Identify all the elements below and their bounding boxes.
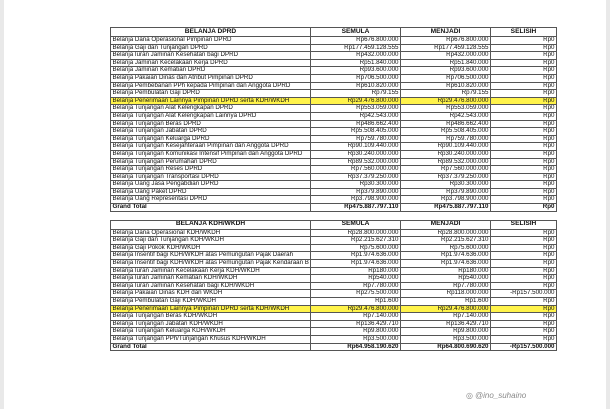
row-label: Belanja Uang Jasa Pengabdian DPRD — [111, 181, 311, 189]
header-cell: SEMULA — [311, 220, 401, 229]
row-label: Belanja Penerimaan Lainnya Pimpinan DPRD serta KDH/WKDH — [111, 305, 311, 313]
row-label: Belanja Gaji Pokok KDH/WKDH — [111, 244, 311, 252]
row-label: Belanja Iuran Jaminan Kesehatan bagi DPRD — [111, 52, 311, 60]
row-selisih: Rp0 — [491, 305, 557, 313]
header-cell: BELANJA KDH/WKDH — [111, 220, 311, 229]
row-label: Belanja Jaminan Kecelakaan Kerja DPRD — [111, 59, 311, 67]
row-label: Belanja Penerimaan Lainnya Pimpinan DPRD serta KDH/WKDH — [111, 97, 311, 105]
row-selisih: Rp0 — [491, 229, 557, 237]
row-selisih: Rp0 — [491, 120, 557, 128]
header-cell: SELISIH — [491, 220, 557, 229]
table-row — [111, 128, 557, 136]
row-selisih: Rp0 — [491, 328, 557, 336]
row-label: Belanja Insentif bagi KDH/WKDH atas Pemungutan Pajak Kendaraan B — [112, 259, 309, 267]
table-row — [111, 59, 557, 67]
table-row — [111, 290, 557, 298]
table-row — [111, 313, 557, 321]
table-row — [111, 181, 557, 189]
table-row — [111, 105, 557, 113]
row-semula: Rp5.508.405.000 — [311, 128, 401, 136]
row-selisih: Rp0 — [491, 97, 557, 105]
row-selisih: Rp0 — [491, 52, 557, 60]
row-label: Belanja Gaji dan Tunjangan KDH/WKDH — [111, 237, 311, 245]
row-menjadi: Rp432.000.000 — [401, 52, 491, 60]
row-semula: Rp177.459.128.555 — [311, 44, 401, 52]
row-selisih: Rp0 — [491, 237, 557, 245]
row-menjadi: Rp1.974.636.000 — [401, 260, 491, 268]
row-menjadi: Rp7.560.000.000 — [401, 166, 491, 174]
row-selisih: Rp0 — [491, 313, 557, 321]
row-semula: Rp136.429.710 — [311, 320, 401, 328]
row-label: Belanja Pembulatan Gaji KDH/WKDH — [111, 298, 311, 306]
row-semula: Rp42.543.000 — [311, 112, 401, 120]
row-selisih: Rp0 — [491, 188, 557, 196]
row-menjadi: Rp37.379.250.000 — [401, 173, 491, 181]
row-label: Belanja Insentif bagi KDH/WKDH atas Pemungutan Pajak Daerah — [111, 252, 311, 260]
row-label: Belanja Tunjangan Jabatan KDH/WKDH — [111, 320, 311, 328]
row-label: Belanja Uang Paket DPRD — [111, 188, 311, 196]
table-row — [111, 90, 557, 98]
row-selisih: Rp0 — [491, 143, 557, 151]
grand-total-semula: Rp64.958.190.620 — [311, 343, 401, 351]
watermark — [466, 391, 526, 400]
row-selisih: Rp0 — [491, 105, 557, 113]
row-selisih: Rp0 — [491, 44, 557, 52]
table-row — [111, 74, 557, 82]
header-cell: BELANJA DPRD — [111, 28, 311, 37]
header-cell: SEMULA — [311, 28, 401, 37]
row-menjadi: Rp540.000 — [401, 275, 491, 283]
table-row — [111, 166, 557, 174]
row-semula: Rp1.600 — [311, 298, 401, 306]
table-row — [111, 237, 557, 245]
row-semula: Rp180.000 — [311, 267, 401, 275]
row-selisih: Rp0 — [491, 150, 557, 158]
kdh-table — [110, 220, 557, 352]
table-row — [111, 305, 557, 313]
left-border — [0, 0, 4, 409]
row-selisih: -Rp157.500.000 — [491, 290, 557, 298]
row-label: Belanja Tunjangan Perumahan DPRD — [111, 158, 311, 166]
row-menjadi: Rp3.500.000 — [401, 335, 491, 343]
table-row — [111, 67, 557, 75]
row-label: Belanja Pembulatan Gaji DPRD — [111, 90, 311, 98]
row-semula: Rp486.662.400 — [311, 120, 401, 128]
table-row — [111, 173, 557, 181]
header-cell: MENJADI — [401, 220, 491, 229]
row-menjadi: Rp1.974.636.000 — [401, 252, 491, 260]
row-selisih: Rp0 — [491, 135, 557, 143]
row-menjadi: Rp2.215.627.310 — [401, 237, 491, 245]
row-selisih: Rp0 — [491, 166, 557, 174]
row-selisih: Rp0 — [491, 298, 557, 306]
row-menjadi: Rp30.300.000 — [401, 181, 491, 189]
row-semula: Rp89.532.000.000 — [311, 158, 401, 166]
row-semula: Rp759.780.000 — [311, 135, 401, 143]
row-menjadi: Rp177.459.128.555 — [401, 44, 491, 52]
grand-total-label: Grand Total — [111, 204, 311, 212]
grand-total-semula: Rp475.887.797.110 — [311, 204, 401, 212]
row-menjadi: Rp136.429.710 — [401, 320, 491, 328]
row-selisih: Rp0 — [491, 282, 557, 290]
row-label: Belanja Pembebanan PPh kepada Pimpinan dan Anggota DPRD — [111, 82, 311, 90]
row-label: Belanja Tunjangan Alat Kelengkapan DPRD — [111, 105, 311, 113]
row-label: Belanja Gaji dan Tunjangan DPRD — [111, 44, 311, 52]
row-semula: Rp2.215.627.310 — [311, 237, 401, 245]
row-semula: Rp379.890.000 — [311, 188, 401, 196]
row-menjadi: Rp7.780.000 — [401, 282, 491, 290]
table-row — [111, 120, 557, 128]
dprd-header-row — [111, 28, 557, 37]
row-semula: Rp30.240.000.000 — [311, 150, 401, 158]
row-semula: Rp7.560.000.000 — [311, 166, 401, 174]
table-row — [111, 112, 557, 120]
row-selisih: Rp0 — [491, 37, 557, 45]
table-row — [111, 52, 557, 60]
row-semula: Rp432.000.000 — [311, 52, 401, 60]
row-semula: Rp553.059.000 — [311, 105, 401, 113]
table-row — [111, 252, 557, 260]
row-menjadi: Rp9.800.000 — [401, 328, 491, 336]
table-row — [111, 328, 557, 336]
row-selisih: Rp0 — [491, 173, 557, 181]
row-menjadi: Rp676.800.000 — [401, 37, 491, 45]
row-selisih: Rp0 — [491, 252, 557, 260]
row-semula: Rp676.800.000 — [311, 37, 401, 45]
row-selisih: Rp0 — [491, 275, 557, 283]
table-row — [111, 244, 557, 252]
instagram-icon: ◎ — [466, 391, 473, 400]
watermark-text: @ino_suhaino — [474, 391, 527, 400]
row-semula: Rp37.379.250.000 — [311, 173, 401, 181]
row-selisih: Rp0 — [491, 112, 557, 120]
row-semula: Rp1.974.636.000 — [311, 260, 401, 268]
table-row — [111, 143, 557, 151]
row-menjadi: Rp706.500.000 — [401, 74, 491, 82]
row-label: Belanja Tunjangan Jabatan DPRD — [111, 128, 311, 136]
row-selisih: Rp0 — [491, 158, 557, 166]
row-semula: Rp7.780.000 — [311, 282, 401, 290]
header-cell: SELISIH — [491, 28, 557, 37]
row-semula: Rp29.476.800.000 — [311, 305, 401, 313]
row-menjadi: Rp30.240.000.000 — [401, 150, 491, 158]
table-row — [111, 44, 557, 52]
table-row — [111, 275, 557, 283]
row-menjadi: Rp93.600.000 — [401, 67, 491, 75]
row-menjadi: Rp1.600 — [401, 298, 491, 306]
row-menjadi: Rp180.000 — [401, 267, 491, 275]
row-semula: Rp3.798.900.000 — [311, 196, 401, 204]
table-row — [111, 37, 557, 45]
row-label: Belanja Tunjangan Kesejahteraan Pimpinan dan Anggota DPRD — [111, 143, 311, 151]
row-semula: Rp90.109.440.000 — [311, 143, 401, 151]
row-label: Belanja Uang Representasi DPRD — [111, 196, 311, 204]
row-label: Belanja Pakaian Dinas dan Atribut Pimpinan DPRD — [111, 74, 311, 82]
row-selisih: Rp0 — [491, 82, 557, 90]
table-row — [111, 196, 557, 204]
row-semula: Rp51.840.000 — [311, 59, 401, 67]
table-row — [111, 282, 557, 290]
row-label: Belanja Tunjangan Keluarga DPRD — [111, 135, 311, 143]
row-menjadi: Rp379.890.000 — [401, 188, 491, 196]
row-selisih: Rp0 — [491, 74, 557, 82]
table-row — [111, 320, 557, 328]
row-menjadi: Rp610.820.000 — [401, 82, 491, 90]
row-label: Belanja Pakaian Dinas KDH dan WKDH — [111, 290, 311, 298]
table-row — [111, 229, 557, 237]
row-menjadi: Rp553.059.000 — [401, 105, 491, 113]
grand-total-menjadi: Rp475.887.797.110 — [401, 204, 491, 212]
row-label: Belanja Dana Operasional Pimpinan DPRD — [111, 37, 311, 45]
row-semula: Rp610.820.000 — [311, 82, 401, 90]
row-label: Belanja Iuran Jaminan Kematian KDH/WKDH — [111, 275, 311, 283]
row-label: Belanja Tunjangan Beras KDH/WKDH — [111, 313, 311, 321]
row-semula: Rp79.155 — [311, 90, 401, 98]
row-menjadi: Rp29.476.800.000 — [401, 97, 491, 105]
row-menjadi: Rp759.780.000 — [401, 135, 491, 143]
row-menjadi: Rp118.000.000 — [401, 290, 491, 298]
grand-total-menjadi: Rp64.800.690.620 — [401, 343, 491, 351]
table-row — [111, 135, 557, 143]
row-menjadi: Rp5.508.405.000 — [401, 128, 491, 136]
grand-total-label: Grand Total — [111, 343, 311, 351]
right-border — [606, 0, 610, 409]
row-menjadi: Rp3.798.900.000 — [401, 196, 491, 204]
table-row — [111, 298, 557, 306]
table-row — [111, 82, 557, 90]
row-label: Belanja Jaminan Kematian DPRD — [111, 67, 311, 75]
row-semula: Rp93.600.000 — [311, 67, 401, 75]
row-menjadi: Rp79.155 — [401, 90, 491, 98]
row-selisih: Rp0 — [491, 196, 557, 204]
row-semula: Rp28.800.000.000 — [311, 229, 401, 237]
row-label: Belanja Iuran Jaminan Kecelakaan Kerja KDH/WKDH — [111, 267, 311, 275]
row-selisih: Rp0 — [491, 128, 557, 136]
row-menjadi: Rp75.600.000 — [401, 244, 491, 252]
row-selisih: Rp0 — [491, 260, 557, 268]
row-menjadi: Rp28.800.000.000 — [401, 229, 491, 237]
row-semula: Rp706.500.000 — [311, 74, 401, 82]
row-menjadi: Rp486.662.400 — [401, 120, 491, 128]
row-menjadi: Rp7.140.000 — [401, 313, 491, 321]
row-label: Belanja Tunjangan Komunikasi Intensif Pimpinan dan Anggota DPRD — [111, 150, 311, 158]
row-label: Belanja Tunjangan Transportasi DPRD — [111, 173, 311, 181]
row-label: Belanja Tunjangan Beras DPRD — [111, 120, 311, 128]
table-row — [111, 260, 557, 268]
row-semula: Rp9.800.000 — [311, 328, 401, 336]
row-menjadi: Rp42.543.000 — [401, 112, 491, 120]
row-label: Belanja Iuran Jaminan Kesehatan bagi KDH/WKDH — [111, 282, 311, 290]
table-row — [111, 335, 557, 343]
row-label: Belanja Tunjangan Reses DPRD — [111, 166, 311, 174]
row-selisih: Rp0 — [491, 181, 557, 189]
grand-total-selisih: -Rp157.500.000 — [491, 343, 557, 351]
row-label: Belanja Tunjangan PPh/Tunjangan Khusus KDH/WKDH — [111, 335, 311, 343]
row-selisih: Rp0 — [491, 267, 557, 275]
row-semula: Rp75.600.000 — [311, 244, 401, 252]
row-label: Belanja Tunjangan Alat Kelengkapan Lainnya DPRD — [111, 112, 311, 120]
row-semula: Rp275.500.000 — [311, 290, 401, 298]
row-menjadi: Rp89.532.000.000 — [401, 158, 491, 166]
row-selisih: Rp0 — [491, 244, 557, 252]
kdh-header-row — [111, 220, 557, 229]
row-selisih: Rp0 — [491, 67, 557, 75]
table-row — [111, 97, 557, 105]
row-menjadi: Rp51.840.000 — [401, 59, 491, 67]
table-row — [111, 188, 557, 196]
row-label: Belanja Dana Operasional KDH/WKDH — [111, 229, 311, 237]
row-semula: Rp540.000 — [311, 275, 401, 283]
header-cell: MENJADI — [401, 28, 491, 37]
row-semula: Rp1.974.636.000 — [311, 252, 401, 260]
table-row — [111, 158, 557, 166]
table-row — [111, 267, 557, 275]
row-selisih: Rp0 — [491, 59, 557, 67]
budget-document — [110, 27, 556, 351]
row-selisih: Rp0 — [491, 320, 557, 328]
grand-total-row — [111, 204, 557, 212]
row-selisih: Rp0 — [491, 90, 557, 98]
row-semula: Rp3.500.000 — [311, 335, 401, 343]
row-menjadi: Rp90.109.440.000 — [401, 143, 491, 151]
row-semula: Rp29.476.800.000 — [311, 97, 401, 105]
grand-total-selisih: Rp0 — [491, 204, 557, 212]
row-label: Belanja Tunjangan Keluarga KDH/WKDH — [111, 328, 311, 336]
row-semula: Rp30.300.000 — [311, 181, 401, 189]
row-menjadi: Rp29.476.800.000 — [401, 305, 491, 313]
dprd-table — [110, 27, 557, 212]
row-semula: Rp7.140.000 — [311, 313, 401, 321]
table-row — [111, 150, 557, 158]
row-selisih: Rp0 — [491, 335, 557, 343]
grand-total-row — [111, 343, 557, 351]
